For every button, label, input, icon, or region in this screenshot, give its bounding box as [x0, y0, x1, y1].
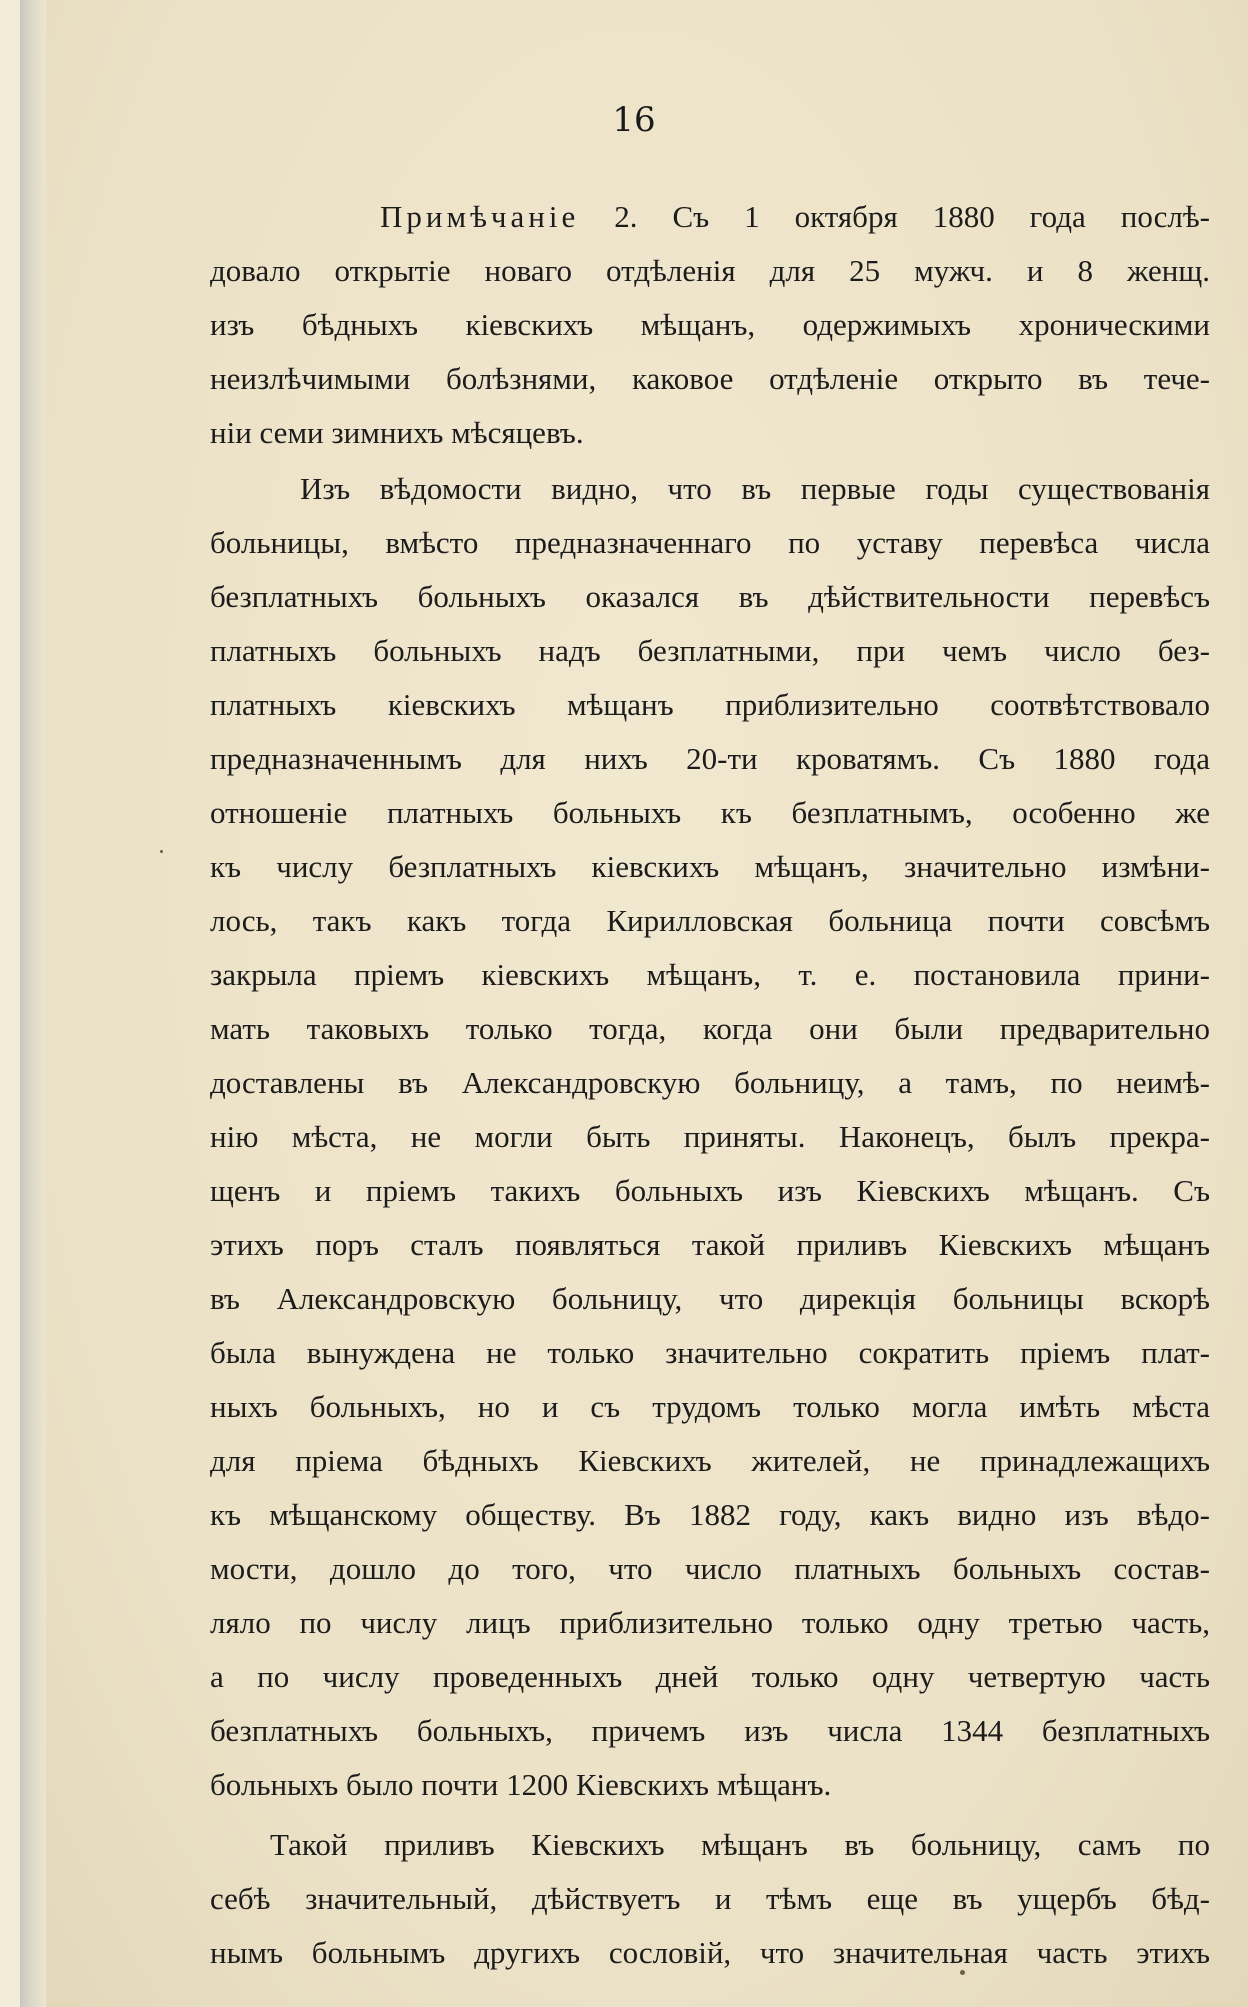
note-line: довало открытіе новаго отдѣленія для 25 мужч. и 8 женщ.: [210, 253, 1210, 288]
paragraph-line: ныхъ больныхъ, но и съ трудомъ только могла имѣть мѣста: [210, 1389, 1210, 1424]
paragraph-line: больныхъ было почти 1200 Кіевскихъ мѣщанъ.: [210, 1767, 832, 1802]
paragraph-line: а по числу проведенныхъ дней только одну четвертую часть: [210, 1659, 1210, 1694]
note-line-text: 2. Съ 1 октября 1880 года послѣ-: [614, 199, 1210, 234]
paragraph-line: для пріема бѣдныхъ Кіевскихъ жителей, не принадлежащихъ: [210, 1443, 1210, 1478]
paragraph-line: предназначеннымъ для нихъ 20-ти кроватямъ. Съ 1880 года: [210, 741, 1210, 776]
paragraph-line: мости, дошло до того, что число платныхъ больныхъ состав-: [210, 1551, 1210, 1586]
paragraph-line: платныхъ больныхъ надъ безплатными, при чемъ число без-: [210, 633, 1210, 668]
note-line: [210, 190, 1210, 244]
paragraph-line: нымъ больнымъ другихъ сословій, что значительная часть этихъ: [210, 1935, 1210, 1970]
paragraph-line: Такой приливъ Кіевскихъ мѣщанъ въ больницу, самъ по: [270, 1827, 1210, 1862]
paragraph-line: мать таковыхъ только тогда, когда они были предварительно: [210, 1011, 1210, 1046]
paragraph-line: Изъ вѣдомости видно, что въ первые годы существованія: [300, 471, 1210, 506]
paragraph-line: къ числу безплатныхъ кіевскихъ мѣщанъ, значительно измѣни-: [210, 849, 1210, 884]
paragraph-line: ляло по числу лицъ приблизительно только одну третью часть,: [210, 1605, 1210, 1640]
main-paragraph: [210, 1818, 1210, 1980]
main-paragraph: [210, 462, 1210, 1812]
paragraph-line: къ мѣщанскому обществу. Въ 1882 году, какъ видно изъ вѣдо-: [210, 1497, 1210, 1532]
paragraph-line: безплатныхъ больныхъ, причемъ изъ числа 1344 безплатныхъ: [210, 1713, 1210, 1748]
paragraph-line: щенъ и пріемъ такихъ больныхъ изъ Кіевскихъ мѣщанъ. Съ: [210, 1173, 1210, 1208]
note-label: Примѣчаніе: [380, 199, 580, 234]
paragraph-line: нію мѣста, не могли быть приняты. Наконецъ, былъ прекра-: [210, 1119, 1210, 1154]
paragraph-line: больницы, вмѣсто предназначеннаго по уставу перевѣса числа: [210, 525, 1210, 560]
note-line: неизлѣчимыми болѣзнями, каковое отдѣленіе открыто въ тече-: [210, 361, 1210, 396]
page-binding-edge: [20, 0, 46, 2007]
paper-speck: [960, 1970, 965, 1975]
paragraph-line: безплатныхъ больныхъ оказался въ дѣйствительности перевѣсъ: [210, 579, 1210, 614]
paper-speck: [160, 850, 163, 853]
paragraph-line: отношеніе платныхъ больныхъ къ безплатнымъ, особенно же: [210, 795, 1210, 830]
paragraph-line: платныхъ кіевскихъ мѣщанъ приблизительно соотвѣтствовало: [210, 687, 1210, 722]
page-number: 16: [612, 100, 656, 140]
note-paragraph: [210, 190, 1210, 460]
paragraph-line: этихъ поръ сталъ появляться такой приливъ Кіевскихъ мѣщанъ: [210, 1227, 1210, 1262]
paragraph-line: доставлены въ Александровскую больницу, а тамъ, по неимѣ-: [210, 1065, 1210, 1100]
book-page: [20, 0, 1248, 2007]
paragraph-line: была вынуждена не только значительно сократить пріемъ плат-: [210, 1335, 1210, 1370]
note-line: ніи семи зимнихъ мѣсяцевъ.: [210, 415, 584, 450]
paragraph-line: себѣ значительный, дѣйствуетъ и тѣмъ еще въ ущербъ бѣд-: [210, 1881, 1210, 1916]
note-line: изъ бѣдныхъ кіевскихъ мѣщанъ, одержимыхъ хроническими: [210, 307, 1210, 342]
paragraph-line: въ Александровскую больницу, что дирекція больницы вскорѣ: [210, 1281, 1210, 1316]
paragraph-line: лось, такъ какъ тогда Кирилловская больница почти совсѣмъ: [210, 903, 1210, 938]
paragraph-line: закрыла пріемъ кіевскихъ мѣщанъ, т. е. постановила прини-: [210, 957, 1210, 992]
